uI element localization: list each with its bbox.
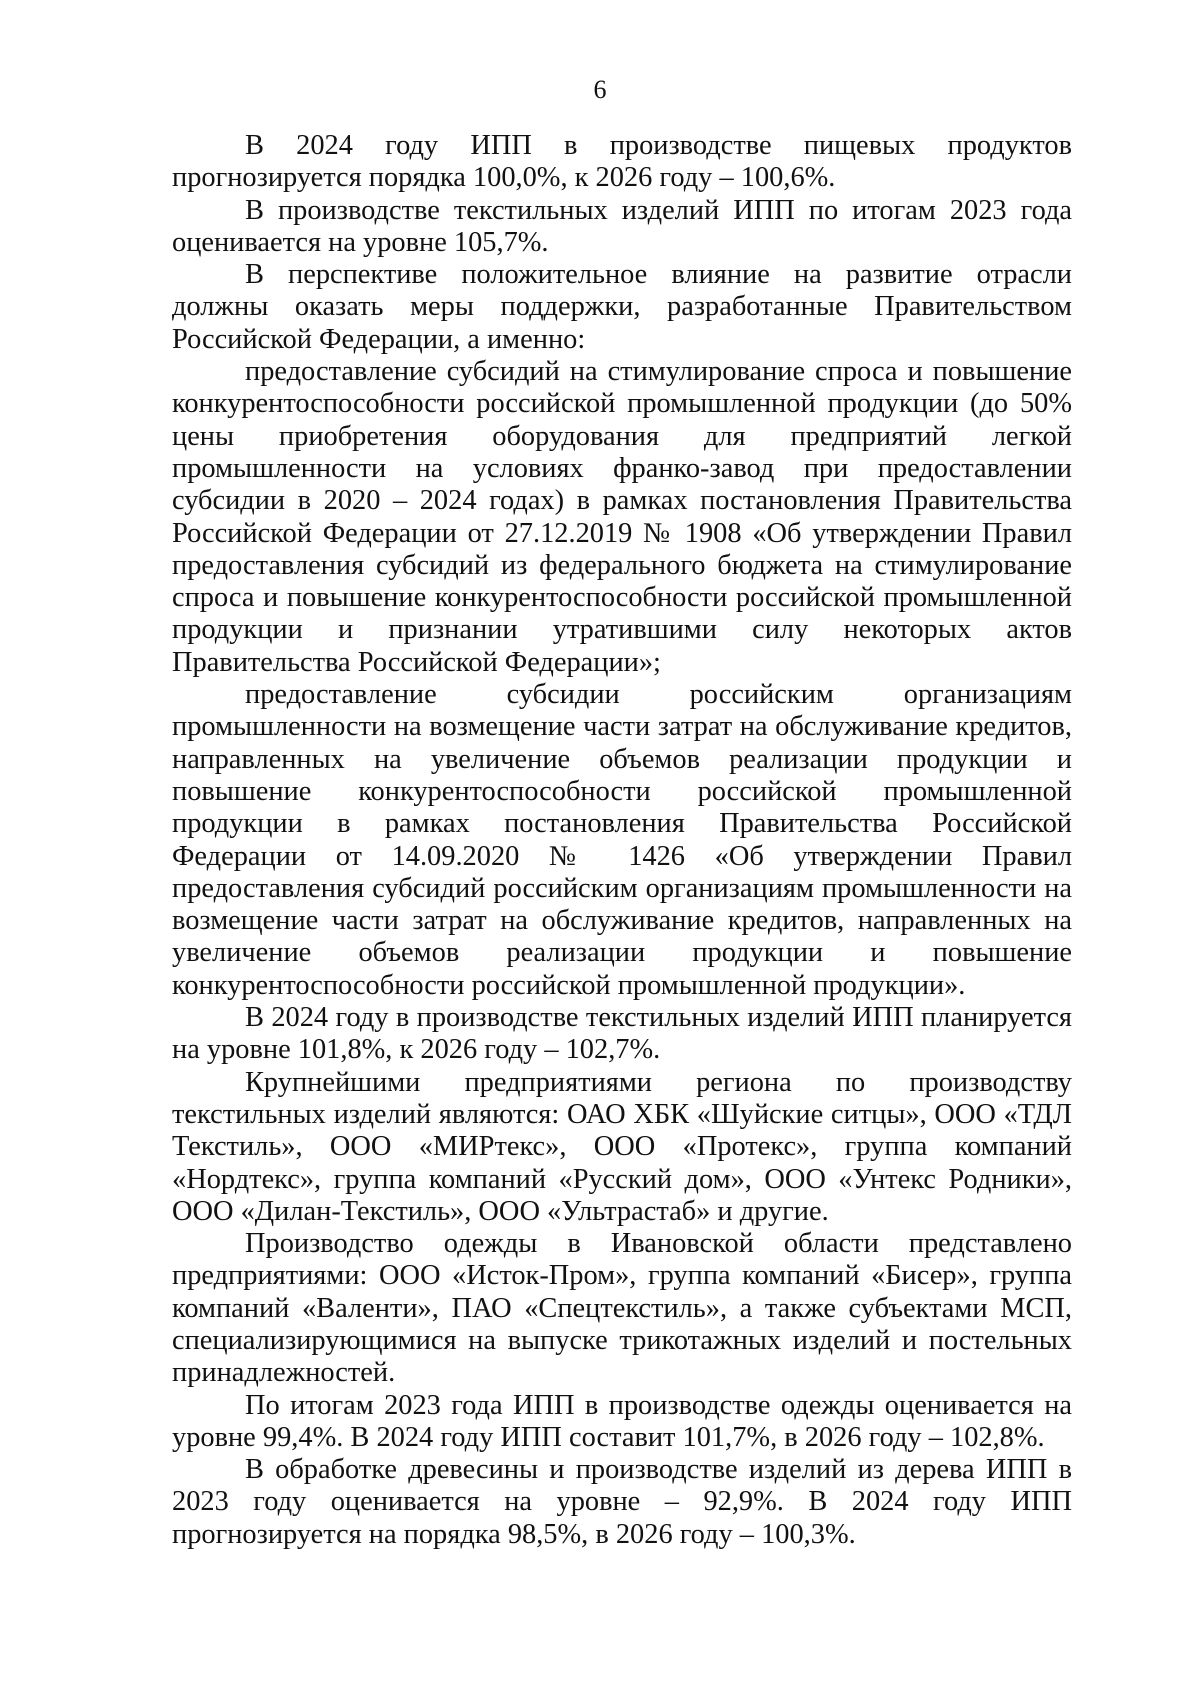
paragraph-support-measures-intro: В перспективе положительное влияние на развитие отрасли должны оказать меры поддержки, разработанные Правительством Российской Федерации, а именно: xyxy=(172,259,1072,355)
paragraph-textile-forecast: В 2024 году в производстве текстильных изделий ИПП планируется на уровне 101,8%, к 2026 году – 102,7%. xyxy=(172,1002,1072,1066)
paragraph-clothing-producers: Производство одежды в Ивановской области представлено предприятиями: ООО «Исток-Пром», группа компаний «Бисер», группа компаний «Валенти», ПАО «Спецтекстиль», а также субъектами МСП, специализирующимися на выпуске трикотажных изделий и постельных принадлежностей. xyxy=(172,1228,1072,1389)
paragraph-subsidy-credit-costs: предоставление субсидии российским организациям промышленности на возмещение части затрат на обслуживание кредитов, направленных на увеличение объемов реализации продукции и повышение конкурентоспособности российской промышленной продукции в рамках постановления Правительства Российской Федерации от 14.09.2020 № 1426 «Об утверждении Правил предоставления субсидий российским организациям промышленности на возмещение части затрат на обслуживание кредитов, направленных на увеличение объемов реализации продукции и повышение конкурентоспособности российской промышленной продукции». xyxy=(172,679,1072,1001)
paragraph-wood-processing-ipp: В обработке древесины и производстве изделий из дерева ИПП в 2023 году оценивается на уровне – 92,9%. В 2024 году ИПП прогнозируется на порядка 98,5%, в 2026 году – 100,3%. xyxy=(172,1454,1072,1550)
paragraph-largest-textile-enterprises: Крупнейшими предприятиями региона по производству текстильных изделий являются: ОАО ХБК «Шуйские ситцы», ООО «ТДЛ Текстиль», ООО «МИРтекс», ООО «Протекс», группа компаний «Нордтекс», группа компаний «Русский дом», ООО «Унтекс Родники», ООО «Дилан-Текстиль», ООО «Ультрастаб» и другие. xyxy=(172,1066,1072,1227)
page-number: 6 xyxy=(593,75,607,104)
paragraph-textile-2023-estimate: В производстве текстильных изделий ИПП по итогам 2023 года оценивается на уровне 105,7%. xyxy=(172,194,1072,258)
paragraph-subsidy-demand-stimulation: предоставление субсидий на стимулирование спроса и повышение конкурентоспособности российской промышленной продукции (до 50% цены приобретения оборудования для предприятий легкой промышленности на условиях франко-завод при предоставлении субсидии в 2020 – 2024 годах) в рамках постановления Правительства Российской Федерации от 27.12.2019 № 1908 «Об утверждении Правил предоставления субсидий из федерального бюджета на стимулирование спроса и повышение конкурентоспособности российской промышленной продукции и признании утратившими силу некоторых актов Правительства Российской Федерации»; xyxy=(172,356,1072,678)
paragraph-food-production-forecast: В 2024 году ИПП в производстве пищевых продуктов прогнозируется порядка 100,0%, к 2026 году – 100,6%. xyxy=(172,130,1072,194)
document-body xyxy=(172,130,1072,1551)
paragraph-clothing-ipp: По итогам 2023 года ИПП в производстве одежды оценивается на уровне 99,4%. В 2024 году ИПП составит 101,7%, в 2026 году – 102,8%. xyxy=(172,1389,1072,1453)
